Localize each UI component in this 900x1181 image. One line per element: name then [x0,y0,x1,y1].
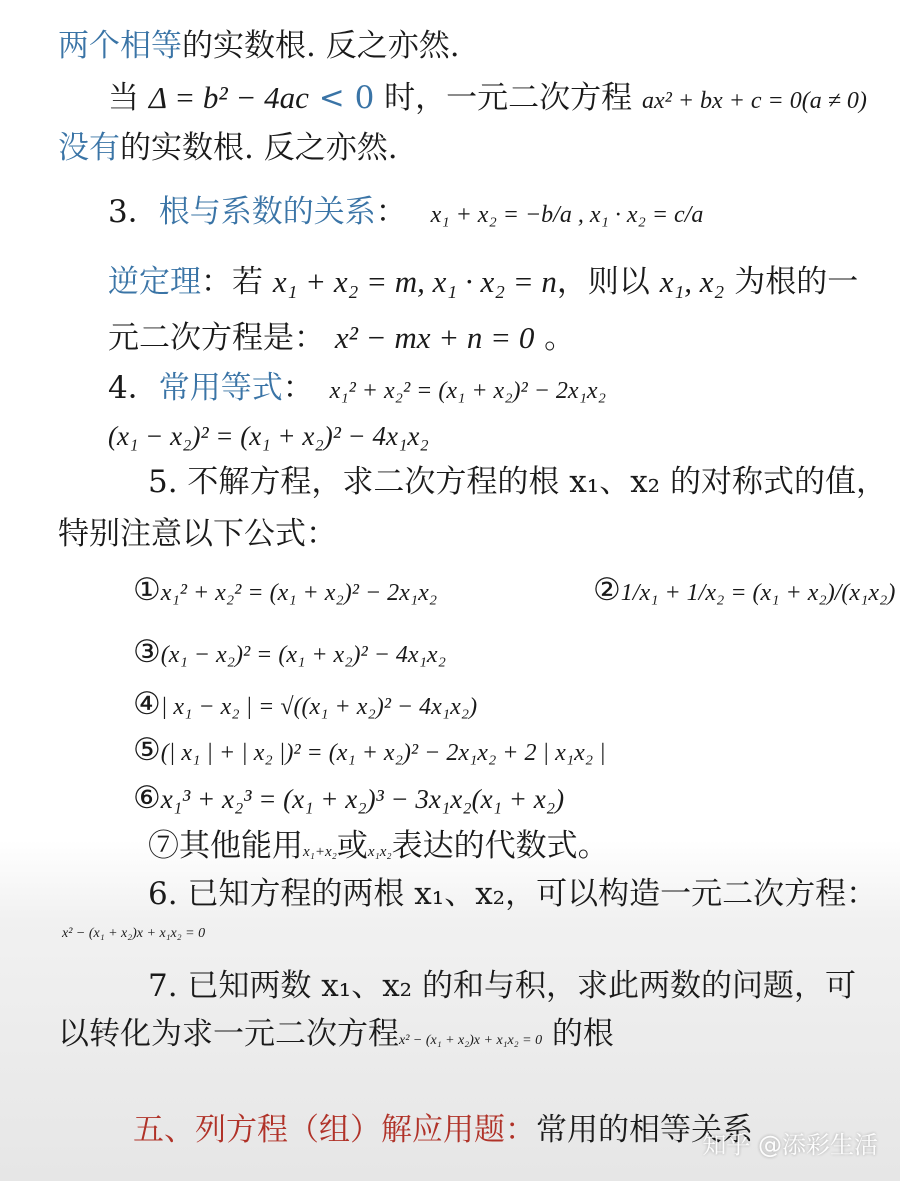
section-4 [108,368,606,411]
section-3-title: 根与系数的关系 [158,194,376,230]
formula-6-number: ⑥ [133,780,161,816]
line-1 [58,26,460,66]
formula-5-number: ⑤ [133,732,161,768]
section-7-line-2-post: 的根 [542,1016,614,1052]
section-6-equation-text: x² − (x₁ + x₂)x + x₁x₂ = 0 [62,926,206,941]
section-5-line-1 [148,462,887,502]
formula-5-text: (| x₁ | + | x₂ |)² = (x₁ + x₂)² − 2x₁x₂ + 2 | x₁x₂ | [160,740,606,766]
section-3-number: 3． [108,194,159,230]
vieta-formula: x₁ + x₂ = −b/a , x₁ · x₂ = c/a [430,202,704,228]
section-4-title: 常用等式 [158,370,283,406]
identity-1: x₁² + x₂² = (x₁ + x₂)² − 2x₁x₂ [329,378,606,404]
converse-line-2 [108,318,575,358]
formula-1 [133,570,437,613]
identity-2-text: (x₁ − x₂)² = (x₁ + x₂)² − 4x₁x₂ [108,421,429,451]
formula-3 [133,632,446,675]
formula-7 [148,826,609,872]
discriminant-formula: Δ = b² − 4ac [148,80,309,115]
section-3-colon: ： [375,194,407,230]
formula-2-number: ② [593,572,621,608]
converse-line-2-post: 。 [534,320,576,356]
formula-1-text: x₁² + x₂² = (x₁ + x₂)² − 2x₁x₂ [160,580,438,606]
quadratic-equation: ax² + bx + c = 0(a ≠ 0) [642,88,867,114]
section-7-equation: x² − (x₁ + x₂)x + x₁x₂ = 0 [399,1033,543,1048]
section-4-colon: ： [282,370,314,406]
formula-3-text: (x₁ − x₂)² = (x₁ + x₂)² − 4x₁x₂ [160,642,446,668]
line-2-mid: 时，一元二次方程 [374,80,643,116]
converse-roots: x₁, x₂ [659,264,725,299]
formula-7-post: 表达的代数式。 [391,828,609,864]
section-3 [108,192,703,235]
line-3 [58,128,398,168]
section-5-text: 5. 不解方程，求二次方程的根 x₁、x₂ 的对称式的值， [148,464,887,500]
formula-7-mid: 或 [336,828,368,864]
section-7-line-2-pre: 以转化为求一元二次方程 [58,1016,399,1052]
formula-5 [133,730,606,773]
formula-7-sum: x₁+x₂ [303,844,337,860]
line-3-rest: 的实数根. 反之亦然. [120,130,398,166]
term-two-equal: 两个相等 [58,28,182,64]
less-than-zero: < 0 [308,80,375,116]
converse-condition: x₁ + x₂ = m, x₁ · x₂ = n [272,264,557,299]
section-7-line-2 [58,1014,614,1061]
converse-mid: ，则以 [556,264,660,300]
formula-4-number: ④ [133,686,161,722]
chapter-5-heading [133,1110,753,1150]
line-2-pre: 当 [108,80,139,116]
converse-line-1 [108,262,858,302]
formula-1-number: ① [133,572,161,608]
zhihu-watermark: 知乎 @添彩生活 [702,1131,878,1159]
converse-equation: x² − mx + n = 0 [334,320,535,355]
formula-4 [133,684,477,727]
section-7-line-1 [148,966,856,1006]
converse-pre: ：若 [201,264,273,300]
converse-title: 逆定理 [108,264,201,300]
chapter-5-colon: ： [505,1112,536,1148]
section-7-text: 7. 已知两数 x₁、x₂ 的和与积，求此两数的问题，可 [148,968,856,1004]
formula-6-text: x₁³ + x₂³ = (x₁ + x₂)³ − 3x₁x₂(x₁ + x₂) [160,784,565,814]
formula-6 [133,778,564,819]
line-2 [108,78,867,121]
section-5-text-2: 特别注意以下公式： [58,516,337,552]
section-5-line-2 [58,514,337,554]
formula-2 [593,570,895,613]
section-4-number: 4． [108,370,159,406]
section-6-equation [62,922,205,946]
formula-4-text: | x₁ − x₂ | = √((x₁ + x₂)² − 4x₁x₂) [160,694,478,720]
formula-7-number: ⑦ [148,828,179,864]
identity-2 [108,416,429,456]
converse-line-2-pre: 元二次方程是： [108,320,335,356]
converse-post: 为根的一 [724,264,859,300]
formula-3-number: ③ [133,634,161,670]
chapter-5-title: 五、列方程（组）解应用题 [133,1112,505,1148]
formula-2-text: 1/x₁ + 1/x₂ = (x₁ + x₂)/(x₁x₂) [620,580,896,606]
line-1-rest: 的实数根. 反之亦然. [182,28,460,64]
formula-7-pre: 其他能用 [179,828,303,864]
chapter-5-rest: 常用的相等关系 [536,1112,753,1148]
section-6-line-1 [148,874,877,914]
section-6-text: 6. 已知方程的两根 x₁、x₂，可以构造一元二次方程： [148,876,878,912]
term-none: 没有 [58,130,120,166]
formula-7-product: x₁x₂ [367,844,392,860]
